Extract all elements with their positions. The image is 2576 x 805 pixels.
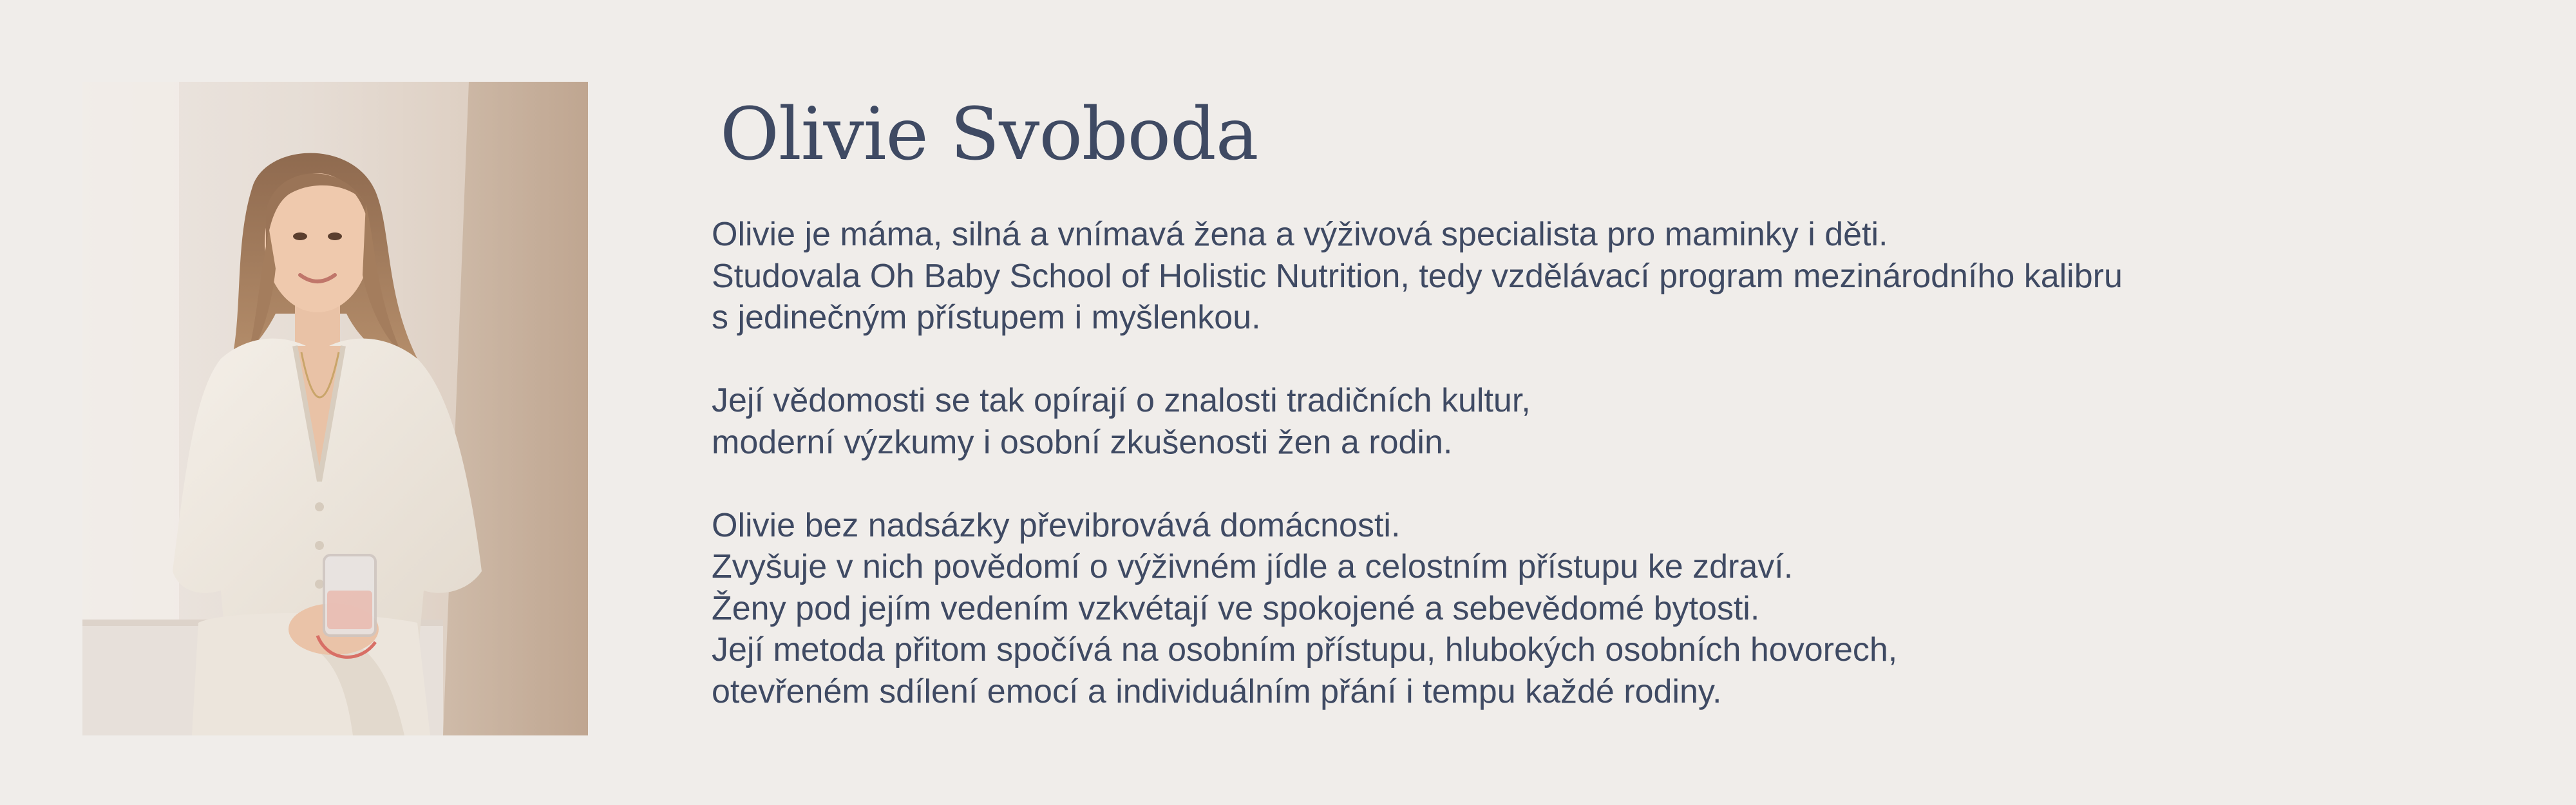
portrait-photo — [82, 82, 588, 735]
bio-paragraph-2 — [712, 380, 2450, 463]
bio-line: Zvyšuje v nich povědomí o výživném jídle a celostním přístupu ke zdraví. — [712, 548, 1794, 585]
bio-text — [712, 214, 2450, 712]
bio-line: Ženy pod jejím vedením vzkvétají ve spokojené a sebevědomé bytosti. — [712, 589, 1760, 627]
bio-line: moderní výzkumy i osobní zkušenosti žen a rodin. — [712, 423, 1453, 461]
bio-line: otevřeném sdílení emocí a individuálním přání i tempu každé rodiny. — [712, 672, 1722, 710]
bio-line: Její metoda přitom spočívá na osobním přístupu, hlubokých osobních hovorech, — [712, 631, 1898, 668]
bio-line: Olivie je máma, silná a vnímavá žena a výživová specialista pro maminky i děti. — [712, 216, 1888, 253]
bio-line: Olivie bez nadsázky převibrovává domácnosti. — [712, 506, 1401, 544]
bio-line: Její vědomosti se tak opírají o znalosti tradičních kultur, — [712, 382, 1531, 419]
bio-line: Studovala Oh Baby School of Holistic Nutrition, tedy vzdělávací program mezinárodního kalibru — [712, 257, 2123, 295]
bio-paragraph-1 — [712, 214, 2450, 339]
bio-line: s jedinečným přístupem i myšlenkou. — [712, 299, 1261, 336]
portrait-illustration — [82, 82, 588, 735]
bio-paragraph-3 — [712, 505, 2450, 713]
profile-name: Olivie Svoboda — [720, 93, 1258, 176]
